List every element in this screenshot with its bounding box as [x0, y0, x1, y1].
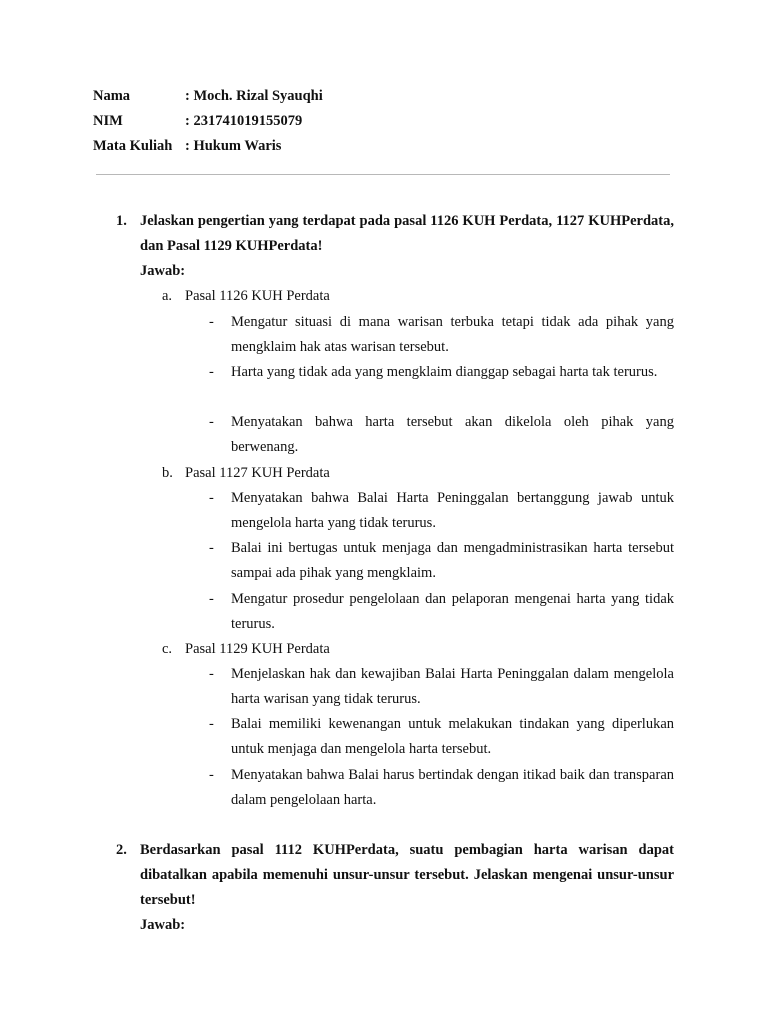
bullet-dash: -	[209, 716, 214, 732]
bullet-dash: -	[209, 591, 214, 607]
bullet-dash: -	[209, 540, 214, 556]
header-nim-value: : 231741019155079	[185, 113, 303, 129]
question-1	[116, 209, 674, 284]
list-item-text: Menjelaskan hak dan kewajiban Balai Harta Peninggalan dalam mengelola harta warisan yang tidak terurus.	[231, 666, 674, 707]
header-mata-kuliah-value: : Hukum Waris	[185, 138, 282, 154]
question-number: 1.	[116, 213, 127, 229]
question-text: Berdasarkan pasal 1112 KUHPerdata, suatu pembagian harta warisan dapat dibatalkan apabila memenuhi unsur-unsur tersebut. Jelaskan mengenai unsur-unsur tersebut!	[140, 842, 674, 908]
section-letter: b.	[162, 465, 173, 481]
question-number: 2.	[116, 842, 127, 858]
list-item	[209, 486, 674, 536]
list-item-text: Harta yang tidak ada yang mengklaim dianggap sebagai harta tak terurus.	[231, 364, 658, 380]
header-nim-label: NIM	[93, 113, 123, 129]
section-title: Pasal 1129 KUH Perdata	[185, 641, 330, 657]
question-text: Jelaskan pengertian yang terdapat pada pasal 1126 KUH Perdata, 1127 KUHPerdata, dan Pasal 1129 KUHPerdata!	[140, 213, 674, 254]
section-letter: a.	[162, 288, 173, 304]
answer-label: Jawab:	[140, 917, 186, 933]
bullet-dash: -	[209, 314, 214, 330]
list-item	[209, 587, 674, 637]
list-item	[209, 536, 674, 586]
list-item	[209, 662, 674, 712]
section-letter: c.	[162, 641, 173, 657]
header-mata-kuliah-label: Mata Kuliah	[93, 138, 173, 154]
list-item	[209, 410, 674, 460]
header-nama-value: : Moch. Rizal Syauqhi	[185, 88, 323, 104]
list-item-text: Balai ini bertugas untuk menjaga dan mengadministrasikan harta tersebut sampai ada pihak yang mengklaim.	[231, 540, 674, 581]
list-item-text: Menyatakan bahwa Balai Harta Peninggalan bertanggung jawab untuk mengelola harta yang tidak terurus.	[231, 490, 674, 531]
list-item-text: Mengatur prosedur pengelolaan dan pelaporan mengenai harta yang tidak terurus.	[231, 591, 674, 632]
list-item-text: Mengatur situasi di mana warisan terbuka tetapi tidak ada pihak yang mengklaim hak atas warisan tersebut.	[231, 314, 674, 355]
list-item	[209, 712, 674, 762]
list-item-text: Menyatakan bahwa harta tersebut akan dikelola oleh pihak yang berwenang.	[231, 414, 674, 455]
answer-label: Jawab:	[140, 263, 186, 279]
list-item	[209, 310, 674, 360]
bullet-dash: -	[209, 490, 214, 506]
list-item-text: Menyatakan bahwa Balai harus bertindak dengan itikad baik dan transparan dalam pengelolaan harta.	[231, 767, 674, 808]
section-title: Pasal 1126 KUH Perdata	[185, 288, 330, 304]
list-item-text: Balai memiliki kewenangan untuk melakukan tindakan yang diperlukan untuk menjaga dan mengelola harta tersebut.	[231, 716, 674, 757]
header-divider	[96, 174, 670, 175]
bullet-dash: -	[209, 414, 214, 430]
header-nama-label: Nama	[93, 88, 131, 104]
bullet-dash: -	[209, 364, 214, 380]
bullet-dash: -	[209, 666, 214, 682]
list-item	[209, 763, 674, 813]
list-item	[209, 360, 674, 385]
section-title: Pasal 1127 KUH Perdata	[185, 465, 330, 481]
question-2	[116, 838, 674, 938]
bullet-dash: -	[209, 767, 214, 783]
